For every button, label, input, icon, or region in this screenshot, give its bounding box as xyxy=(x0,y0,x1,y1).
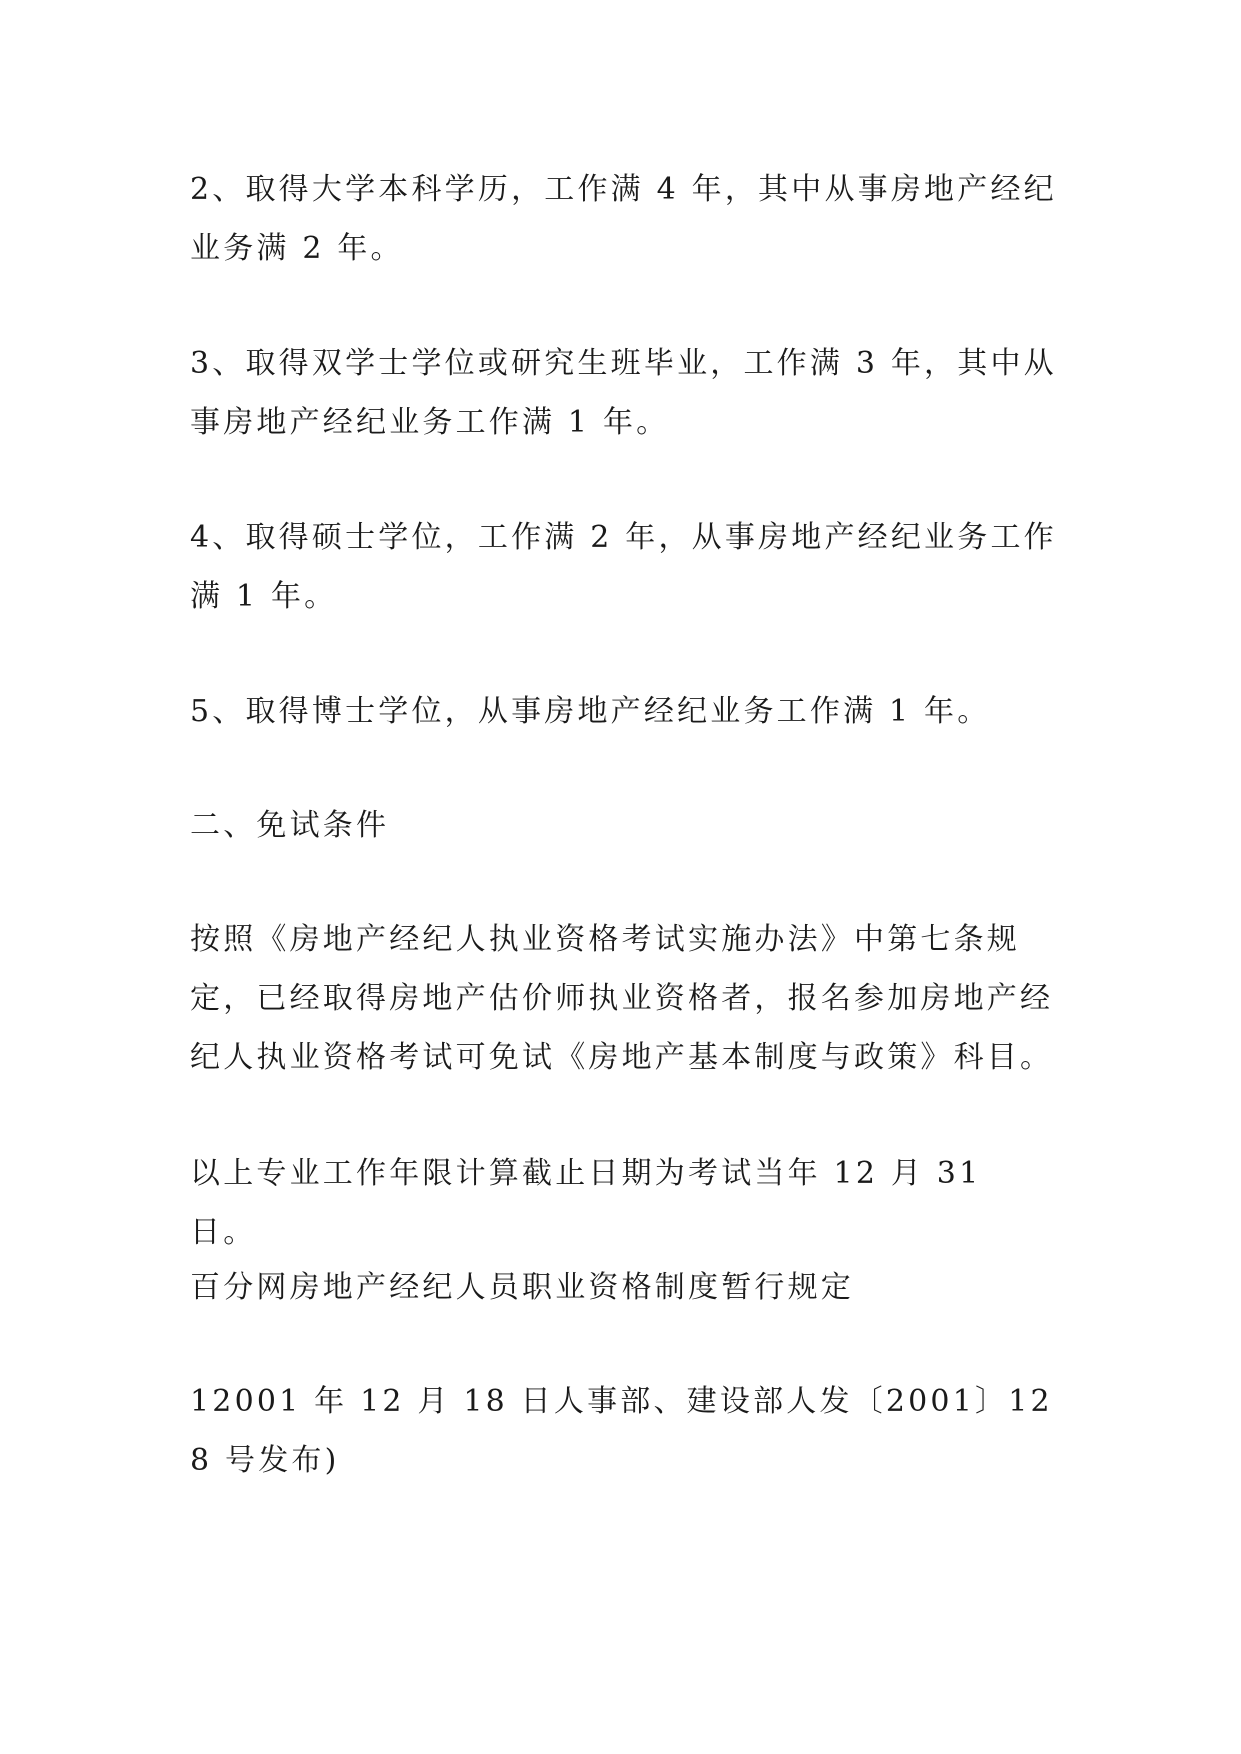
exemption-paragraph: 按照《房地产经纪人执业资格考试实施办法》中第七条规定，已经取得房地产估价师执业资格者，报名参加房地产经纪人执业资格考试可免试《房地产基本制度与政策》科目。 xyxy=(190,922,1054,1075)
requirement-item-4: 4、取得硕士学位，工作满 2 年，从事房地产经纪业务工作满 1 年。 xyxy=(190,520,1057,614)
requirement-item-5: 5、取得博士学位，从事房地产经纪业务工作满 1 年。 xyxy=(190,694,991,729)
regulation-issuance-note: 12001 年 12 月 18 日人事部、建设部人发〔2001〕128 号发布) xyxy=(190,1384,1053,1478)
regulation-title: 百分网房地产经纪人员职业资格制度暂行规定 xyxy=(190,1270,854,1305)
deadline-note: 以上专业工作年限计算截止日期为考试当年 12 月 31 日。 xyxy=(190,1156,982,1250)
requirement-item-3: 3、取得双学士学位或研究生班毕业，工作满 3 年，其中从事房地产经纪业务工作满 1 年。 xyxy=(190,346,1057,440)
section-heading-exemption: 二、免试条件 xyxy=(190,808,390,843)
requirement-item-2: 2、取得大学本科学历，工作满 4 年，其中从事房地产经纪业务满 2 年。 xyxy=(190,172,1057,266)
